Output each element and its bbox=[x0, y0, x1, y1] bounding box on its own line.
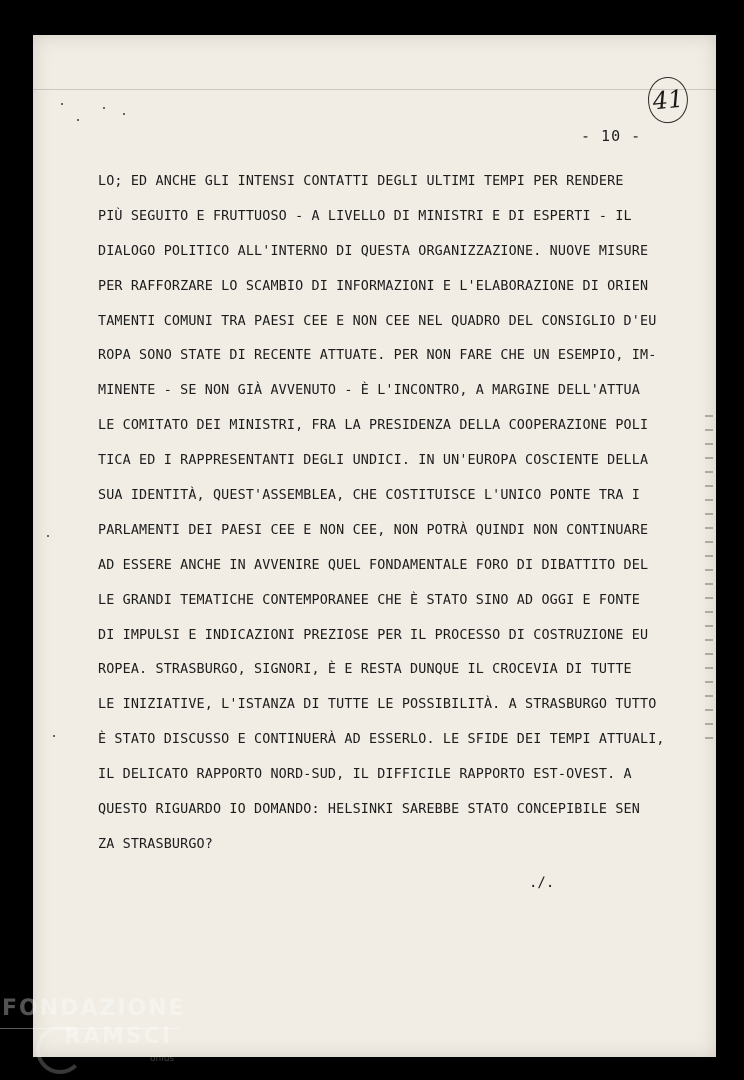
text-line: PIÙ SEGUITO E FRUTTUOSO - A LIVELLO DI MINISTRI E DI ESPERTI - IL bbox=[98, 208, 632, 224]
paper-speck bbox=[123, 113, 125, 115]
text-line: LE INIZIATIVE, L'ISTANZA DI TUTTE LE POSSIBILITÀ. A STRASBURGO TUTTO bbox=[98, 697, 657, 713]
text-line: DI IMPULSI E INDICAZIONI PREZIOSE PER IL PROCESSO DI COSTRUZIONE EU bbox=[98, 627, 649, 643]
text-line: MINENTE - SE NON GIÀ AVVENUTO - È L'INCONTRO, A MARGINE DELL'ATTUA bbox=[98, 383, 640, 399]
page-crease bbox=[33, 89, 716, 90]
text-line: DIALOGO POLITICO ALL'INTERNO DI QUESTA ORGANIZZAZIONE. NUOVE MISURE bbox=[98, 243, 649, 259]
text-line: ROPA SONO STATE DI RECENTE ATTUATE. PER NON FARE CHE UN ESEMPIO, IM- bbox=[98, 348, 657, 364]
paper-speck bbox=[47, 535, 49, 537]
text-line: QUESTO RIGUARDO IO DOMANDO: HELSINKI SAREBBE STATO CONCEPIBILE SEN bbox=[98, 802, 640, 818]
paper-speck bbox=[61, 103, 63, 105]
text-line: PARLAMENTI DEI PAESI CEE E NON CEE, NON POTRÀ QUINDI NON CONTINUARE bbox=[98, 522, 649, 538]
text-line: LE GRANDI TEMATICHE CONTEMPORANEE CHE È STATO SINO AD OGGI E FONTE bbox=[98, 592, 640, 608]
paper-speck bbox=[53, 735, 55, 737]
text-line: ZA STRASBURGO? bbox=[98, 836, 213, 852]
watermark-text-bottom: RAMSCI bbox=[64, 1024, 173, 1049]
archive-watermark bbox=[0, 996, 200, 1076]
text-line: IL DELICATO RAPPORTO NORD-SUD, IL DIFFICILE RAPPORTO EST-OVEST. A bbox=[98, 767, 632, 783]
text-line: AD ESSERE ANCHE IN AVVENIRE QUEL FONDAMENTALE FORO DI DIBATTITO DEL bbox=[98, 557, 649, 573]
text-line: ROPEA. STRASBURGO, SIGNORI, È E RESTA DUNQUE IL CROCEVIA DI TUTTE bbox=[98, 662, 632, 678]
text-line: È STATO DISCUSSO E CONTINUERÀ AD ESSERLO. LE SFIDE DEI TEMPI ATTUALI, bbox=[98, 732, 665, 748]
text-line: SUA IDENTITÀ, QUEST'ASSEMBLEA, CHE COSTITUISCE L'UNICO PONTE TRA I bbox=[98, 488, 640, 504]
typed-text-body bbox=[98, 165, 698, 863]
paper-speck bbox=[103, 107, 105, 109]
margin-marks bbox=[705, 415, 713, 745]
watermark-subtext: onlus bbox=[150, 1054, 175, 1064]
archive-folio-number: 41 bbox=[646, 75, 691, 125]
text-line: LO; ED ANCHE GLI INTENSI CONTATTI DEGLI ULTIMI TEMPI PER RENDERE bbox=[98, 174, 624, 189]
document-page bbox=[33, 35, 716, 1057]
paper-speck bbox=[77, 119, 79, 121]
text-line: LE COMITATO DEI MINISTRI, FRA LA PRESIDENZA DELLA COOPERAZIONE POLI bbox=[98, 418, 649, 434]
watermark-text-top: FONDAZIONE bbox=[2, 996, 186, 1021]
text-line: TICA ED I RAPPRESENTANTI DEGLI UNDICI. IN UN'EUROPA COSCIENTE DELLA bbox=[98, 453, 649, 469]
page-number: - 10 - bbox=[581, 127, 642, 145]
continuation-mark: ./. bbox=[529, 875, 555, 891]
text-line: TAMENTI COMUNI TRA PAESI CEE E NON CEE NEL QUADRO DEL CONSIGLIO D'EU bbox=[98, 313, 657, 329]
text-line: PER RAFFORZARE LO SCAMBIO DI INFORMAZIONI E L'ELABORAZIONE DI ORIEN bbox=[98, 278, 649, 294]
